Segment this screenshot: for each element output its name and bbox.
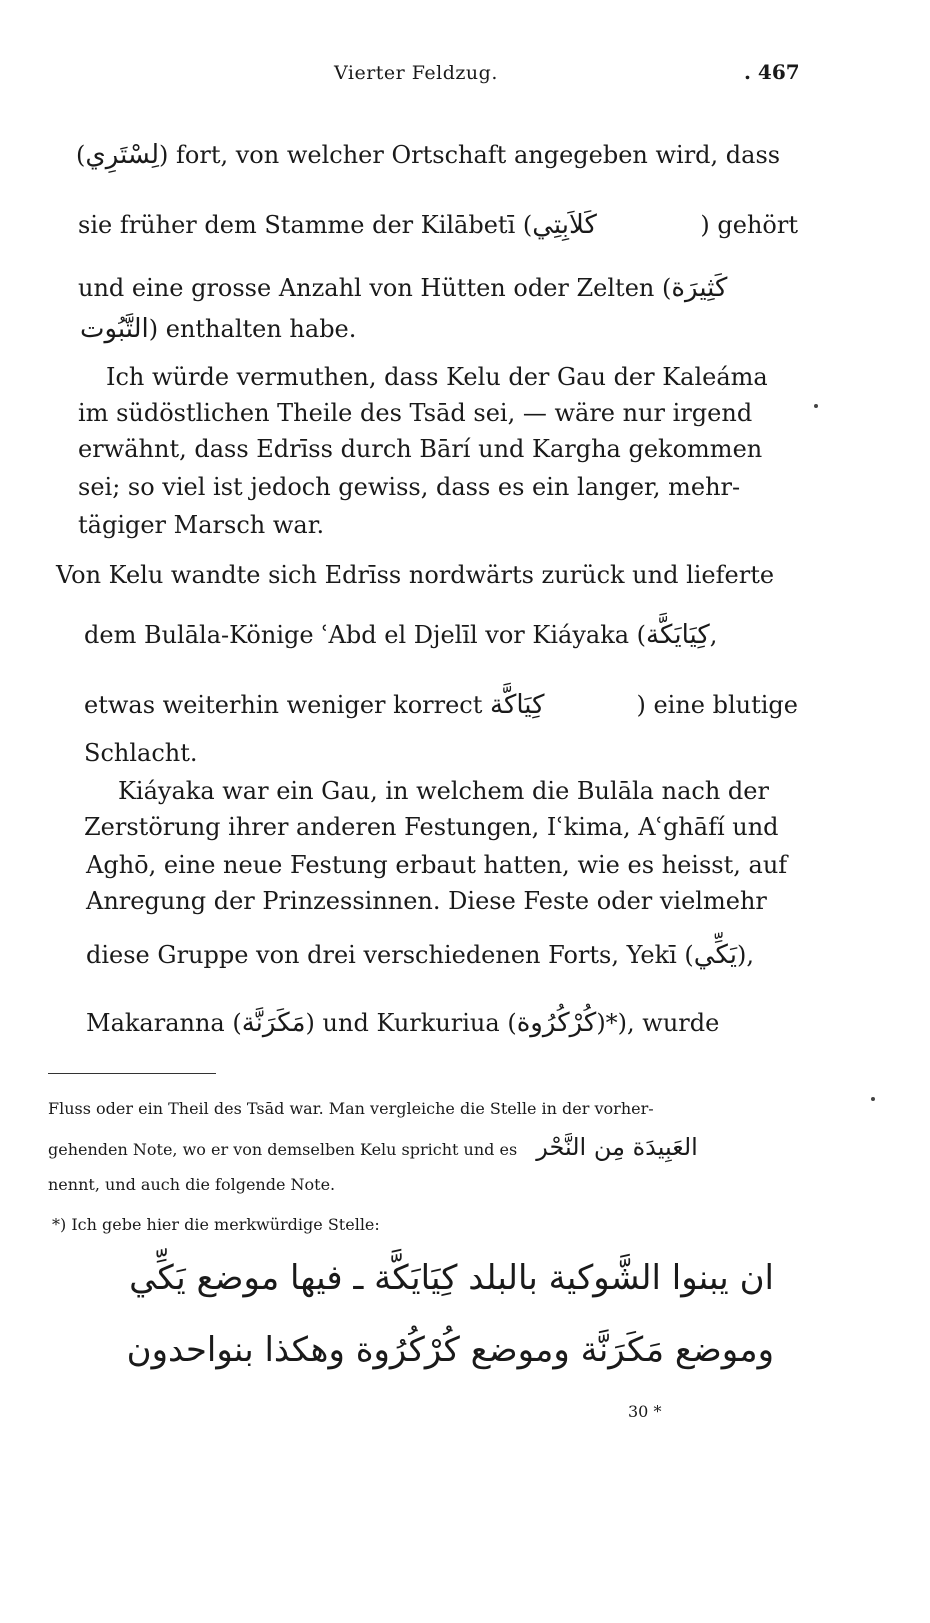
body-line-3: und eine grosse Anzahl von Hütten oder Zelten (كَثِيرَة [78,273,728,303]
running-title: Vierter Feldzug. [334,62,498,84]
body-line-6: im südöstlichen Theile des Tsād sei, — wäre nur irgend [78,399,753,427]
arabic-word: كُرْكُرُوة [516,1008,597,1038]
page-header [0,62,930,92]
arabic-quote-line-2: وموضع مَكَرَنَّة وموضع كُرْكُرُوة وهكذا بنواحدون [126,1330,774,1370]
body-line-8: sei; so viel ist jedoch gewiss, dass es ein langer, mehr- [78,473,741,501]
stray-dot [814,404,818,408]
arabic-word: كَثِيرَة [671,273,728,303]
arabic-phrase: العَبِيدَة مِن النَّحْر [536,1133,698,1161]
body-line-12: etwas weiterhin weniger korrect كِيَاكَّة ) eine blutige [84,690,798,720]
body-line-11: dem Bulāla-Könige ʿAbd el Djelīl vor Kiáyaka (كِيَايَكَّة, [84,620,718,650]
arabic-quote-line-1: ان يبنوا الشَّوكية بالبلد كِيَايَكَّة ـ فيها موضع يَكِّي [129,1258,774,1298]
arabic-word: لِسْتَرِي [85,140,160,170]
body-line-1: (لِسْتَرِي) fort, von welcher Ortschaft angegeben wird, dass [76,140,781,170]
body-line-17: Anregung der Prinzessinnen. Diese Feste oder vielmehr [86,887,767,915]
arabic-word: كِيَايَكَّة [646,620,710,650]
page-number: . 467 [744,60,800,84]
arabic-word: مَكَرَنَّة [241,1008,306,1038]
body-line-7: erwähnt, dass Edrīss durch Bārí und Kargha gekommen [78,435,763,463]
arabic-word: كِيَاكَّة [490,690,545,720]
star-footnote: *) Ich gebe hier die merkwürdige Stelle: [52,1215,380,1234]
footnote-separator [48,1073,216,1074]
footnote-line-2: gehenden Note, wo er von demselben Kelu spricht und es العَبِيدَة مِن النَّحْر [48,1133,698,1161]
body-line-13: Schlacht. [84,739,198,767]
arabic-word: كَلاَبِتِي [532,210,597,240]
body-line-9: tägiger Marsch war. [78,511,325,539]
body-line-16: Aghō, eine neue Festung erbaut hatten, wie es heisst, auf [86,851,788,879]
body-line-19: Makaranna (مَكَرَنَّة) und Kurkuriua (كُرْكُرُوة)*), wurde [86,1008,720,1038]
signature-mark: 30 * [628,1402,662,1421]
arabic-word: يَكِّي [693,940,738,970]
body-line-15: Zerstörung ihrer anderen Festungen, Iʿkima, Aʿghāfí und [84,813,779,841]
arabic-word: التَّبُوت [80,314,149,344]
body-line-5: Ich würde vermuthen, dass Kelu der Gau der Kaleáma [106,363,768,391]
body-line-18: diese Gruppe von drei verschiedenen Forts, Yekī (يَكِّي), [86,940,755,970]
footnote-line-3: nennt, und auch die folgende Note. [48,1175,336,1194]
body-line-14: Kiáyaka war ein Gau, in welchem die Bulāla nach der [118,777,769,805]
body-line-10: Von Kelu wandte sich Edrīss nordwärts zurück und lieferte [56,561,775,589]
body-line-4: التَّبُوت) enthalten habe. [80,314,357,344]
stray-dot [871,1097,875,1101]
footnote-line-1: Fluss oder ein Theil des Tsād war. Man vergleiche die Stelle in der vorher- [48,1099,654,1118]
body-line-2: sie früher dem Stamme der Kilābetī (كَلاَبِتِي ) gehört [78,210,798,240]
